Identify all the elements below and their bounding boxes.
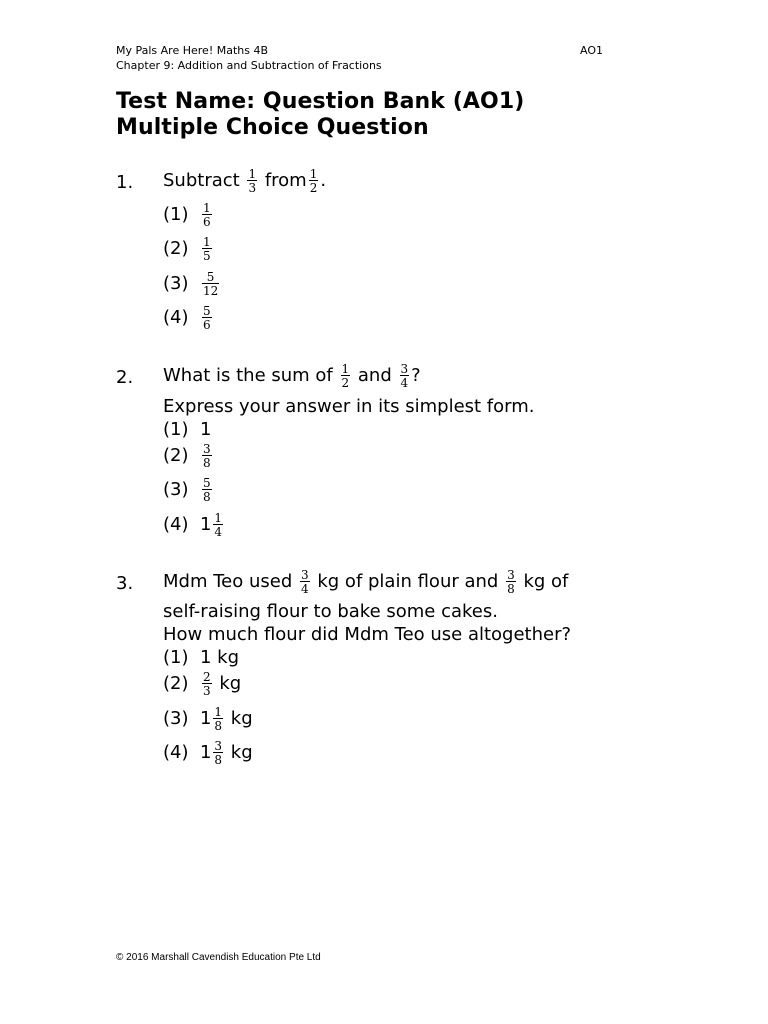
option (163, 647, 239, 668)
question-text-part: from (264, 170, 307, 191)
option-label: (2) (163, 238, 189, 259)
section-title: Multiple Choice Question (116, 115, 429, 140)
question-text-part: kg of plain flour and (317, 571, 499, 592)
option (163, 671, 241, 697)
unit: kg (230, 708, 253, 729)
option (163, 512, 225, 538)
question-text-line: Express your answer in its simplest form. (163, 396, 535, 417)
question-number: 1. (116, 172, 134, 193)
numerator: 1 (202, 201, 211, 215)
question-text-part: kg of (523, 571, 569, 592)
fraction (247, 168, 257, 194)
unit: kg (230, 742, 253, 763)
whole-number: 1 (199, 708, 212, 729)
option-label: (3) (163, 273, 189, 294)
fraction (300, 569, 310, 595)
numerator: 1 (202, 235, 211, 249)
header-chapter: Chapter 9: Addition and Subtraction of Fractions (116, 59, 382, 72)
denominator: 6 (202, 215, 211, 229)
option (163, 443, 214, 469)
denominator: 6 (202, 318, 211, 332)
question-number: 2. (116, 367, 134, 388)
option (163, 236, 214, 262)
denominator: 2 (341, 376, 350, 390)
test-name-title: Test Name: Question Bank (AO1) (116, 89, 525, 114)
option (163, 305, 214, 331)
fraction (213, 740, 223, 766)
denominator: 4 (214, 525, 223, 539)
option (163, 271, 221, 297)
denominator: 4 (300, 582, 309, 596)
option (163, 740, 253, 766)
fraction (309, 168, 319, 194)
numerator: 3 (400, 362, 409, 376)
denominator: 2 (309, 181, 318, 195)
copyright-footer: © 2016 Marshall Cavendish Education Pte Ltd (116, 952, 321, 963)
question-text-part: and (357, 365, 392, 386)
whole-number: 1 (199, 742, 212, 763)
question-text (163, 569, 568, 595)
option-label: (1) (163, 419, 189, 440)
option-label: (3) (163, 479, 189, 500)
numerator: 1 (248, 167, 257, 181)
fraction (202, 305, 212, 331)
option-label: (2) (163, 445, 189, 466)
option-label: (4) (163, 307, 189, 328)
question-text-part: Mdm Teo used (163, 571, 293, 592)
option (163, 477, 214, 503)
fraction (202, 202, 212, 228)
fraction (202, 671, 212, 697)
header-book-title: My Pals Are Here! Maths 4B (116, 44, 269, 57)
unit: kg (219, 673, 242, 694)
numerator: 1 (214, 511, 223, 525)
denominator: 4 (400, 376, 409, 390)
fraction (202, 271, 219, 297)
denominator: 8 (202, 456, 211, 470)
question-text-line: self-raising flour to bake some cakes. (163, 601, 498, 622)
denominator: 8 (507, 582, 515, 596)
question-text-part: Subtract (163, 170, 240, 191)
denominator: 3 (248, 181, 257, 195)
option-label: (2) (163, 673, 189, 694)
option-label: (3) (163, 708, 189, 729)
numerator: 2 (202, 670, 211, 684)
numerator: 3 (507, 568, 515, 582)
denominator: 3 (202, 684, 211, 698)
fraction (341, 363, 351, 389)
fraction (202, 443, 212, 469)
numerator: 5 (206, 270, 215, 284)
denominator: 8 (202, 490, 211, 504)
question-text (163, 168, 326, 194)
denominator: 8 (214, 753, 223, 767)
whole-number: 1 (199, 419, 212, 440)
denominator: 8 (214, 719, 223, 733)
fraction (506, 569, 516, 595)
numerator: 1 (214, 705, 223, 719)
question-text-part: ? (411, 365, 421, 386)
numerator: 1 (309, 167, 318, 181)
denominator: 5 (202, 249, 211, 263)
question-number: 3. (116, 573, 134, 594)
question-text-line: How much flour did Mdm Teo use altogether? (163, 624, 572, 645)
fraction (400, 363, 410, 389)
option-label: (1) (163, 204, 189, 225)
option (163, 706, 253, 732)
fraction (202, 477, 212, 503)
option (163, 419, 211, 440)
numerator: 5 (202, 476, 211, 490)
numerator: 5 (202, 304, 211, 318)
whole-number: 1 (199, 647, 212, 668)
option-label: (1) (163, 647, 189, 668)
option-label: (4) (163, 742, 189, 763)
numerator: 3 (202, 442, 211, 456)
denominator: 12 (202, 284, 219, 298)
numerator: 1 (341, 362, 350, 376)
numerator: 3 (214, 739, 223, 753)
fraction (202, 236, 212, 262)
whole-number: 1 (199, 514, 212, 535)
question-text (163, 363, 421, 389)
question-text-part: What is the sum of (163, 365, 333, 386)
option-label: (4) (163, 514, 189, 535)
question-text-part: . (320, 170, 327, 191)
fraction (213, 512, 223, 538)
header-code: AO1 (580, 44, 603, 57)
numerator: 3 (300, 568, 309, 582)
unit: kg (217, 647, 239, 668)
fraction (213, 706, 223, 732)
option (163, 202, 214, 228)
